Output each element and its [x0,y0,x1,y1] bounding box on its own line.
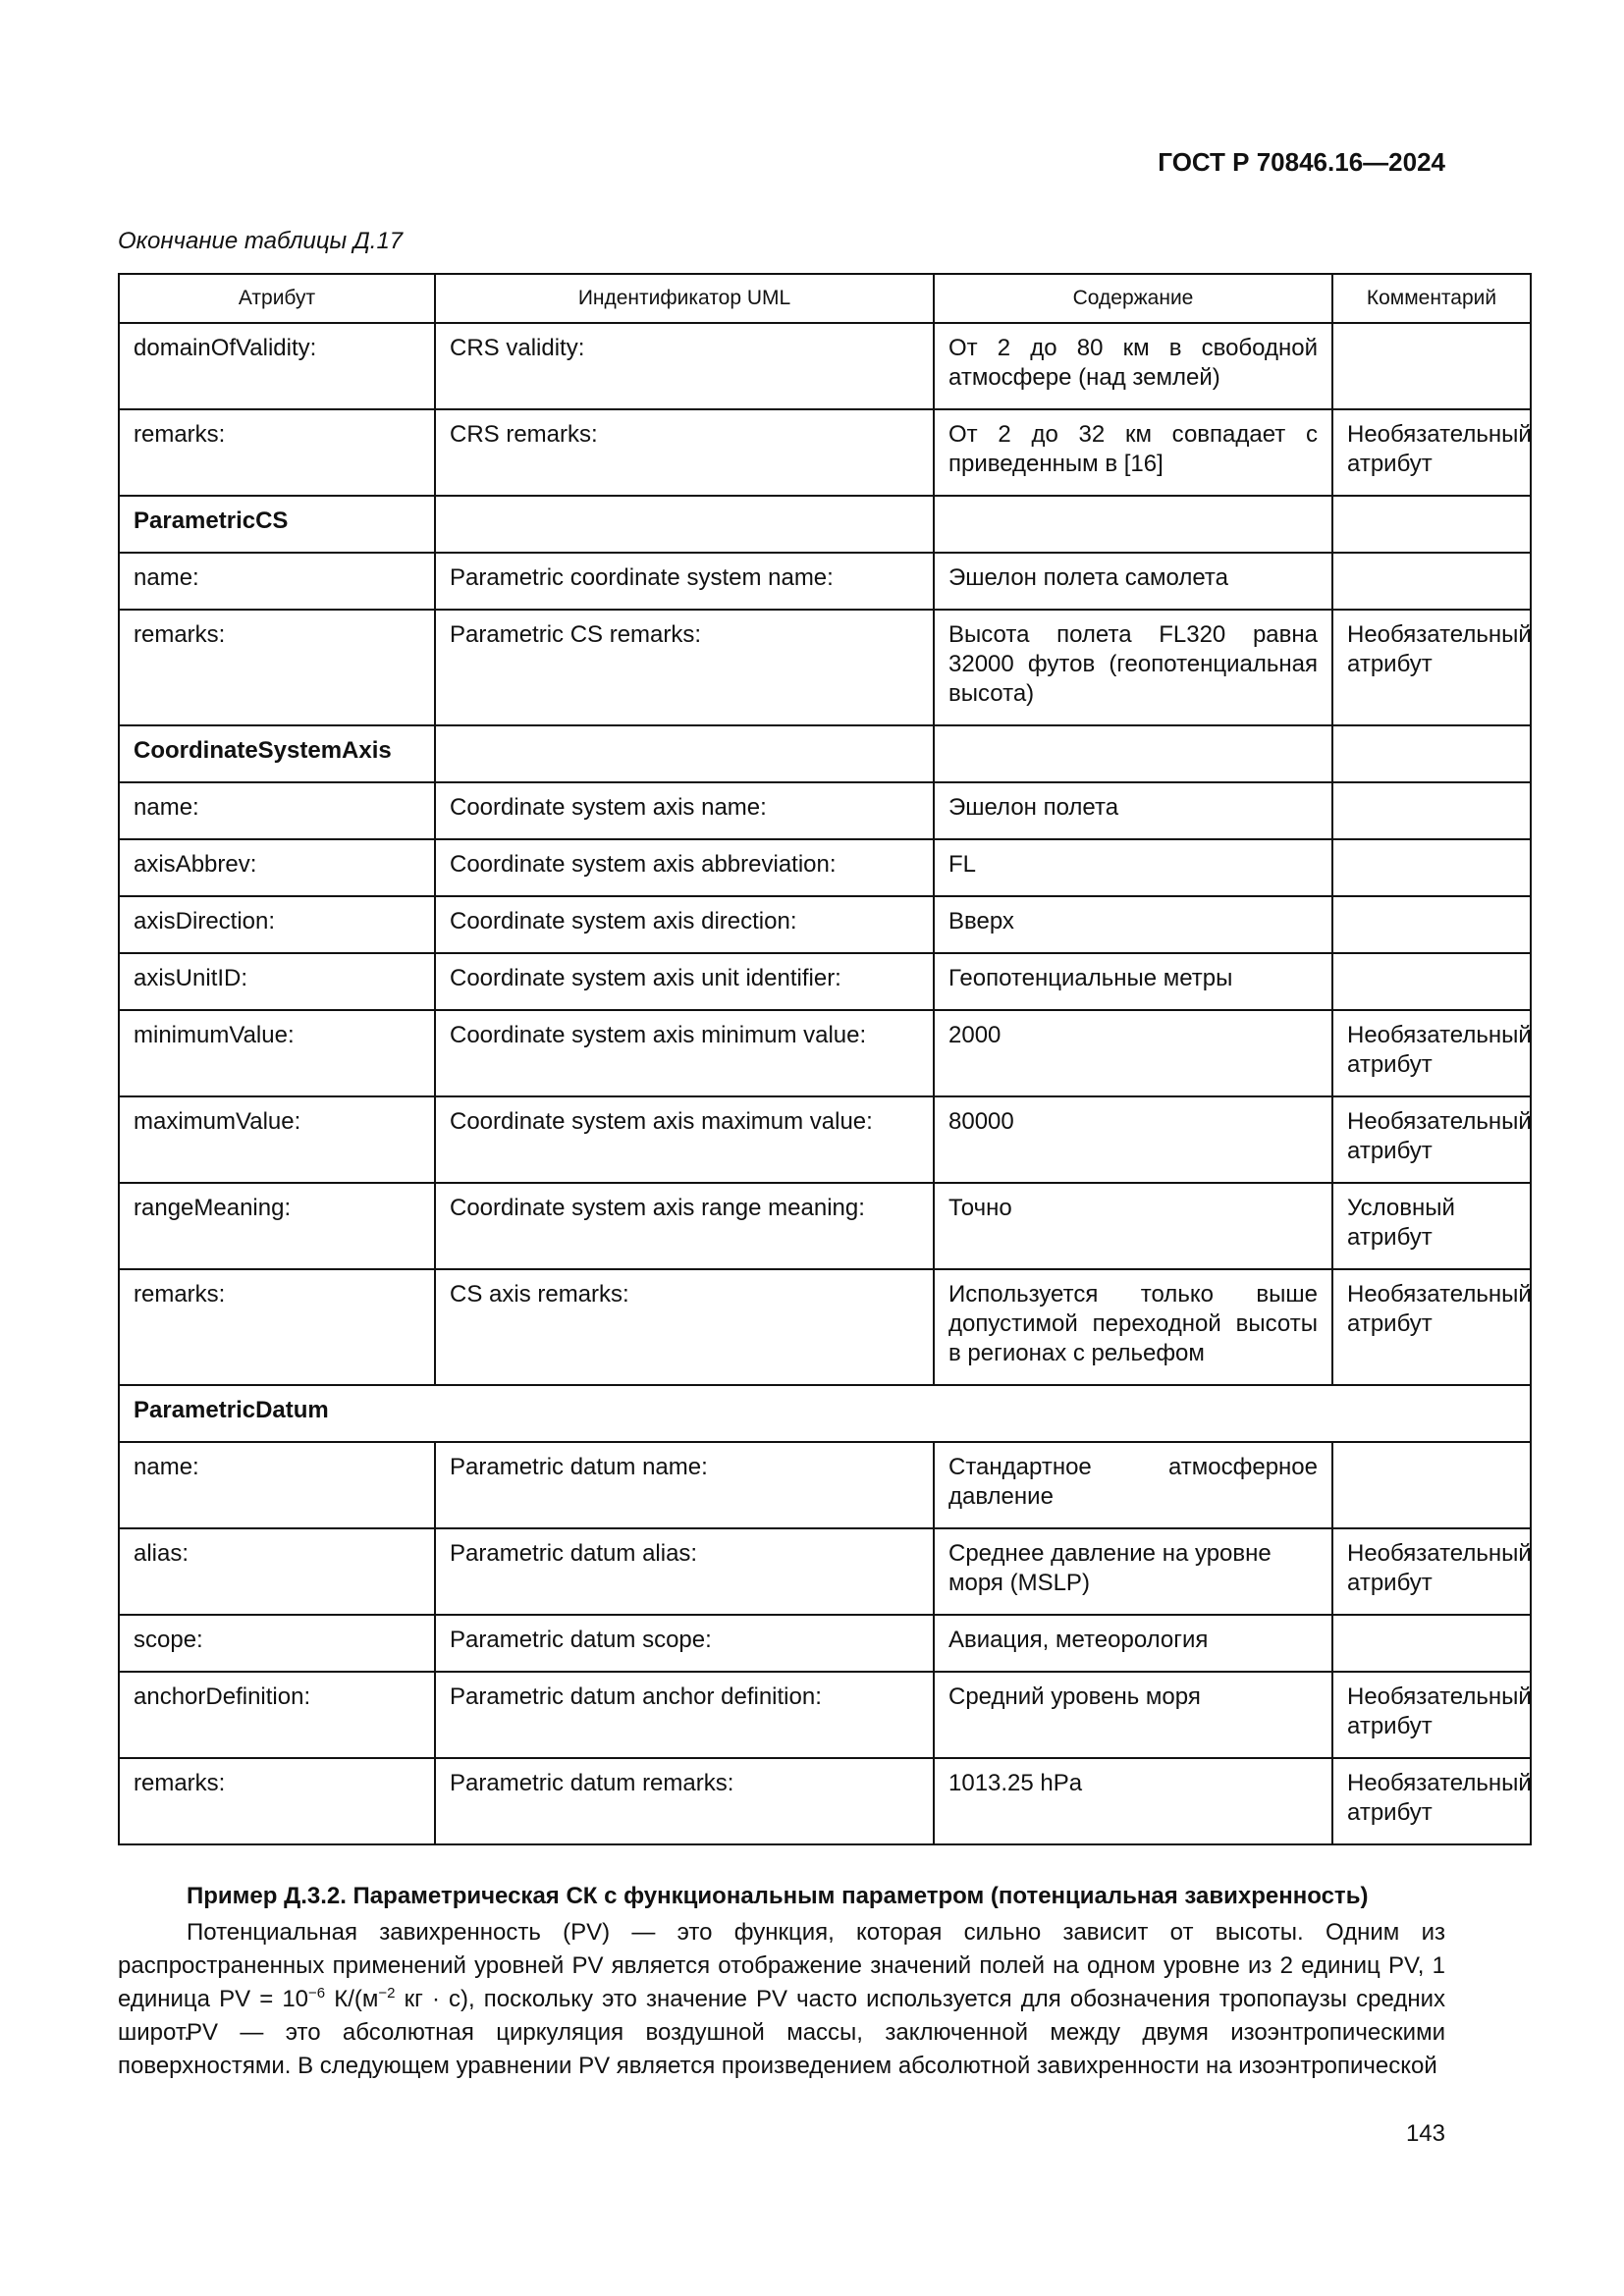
attribute-cell: maximumValue: [119,1096,435,1183]
comment-cell [1332,725,1531,782]
uml-cell: Coordinate system axis direction: [435,896,934,953]
table-row [119,1183,1531,1269]
comment-cell: Необязательный атрибут [1332,610,1531,725]
document-code: ГОСТ Р 70846.16—2024 [1158,147,1445,177]
table-row [119,323,1531,409]
comment-cell [1332,553,1531,610]
table-row [119,896,1531,953]
content-cell: FL [934,839,1332,896]
table-row [119,953,1531,1010]
content-cell: От 2 до 80 км в свободной атмосфере (над землей) [934,323,1332,409]
column-header-attribute: Атрибут [119,274,435,323]
attribute-cell: minimumValue: [119,1010,435,1096]
paragraph-text: Потенциальная завихренность (PV) — это функция, которая сильно зависит от высоты. Одним из распространенных применений уровней PV является отображение значений полей на одном уровне из 2 единиц PV, 1 единица PV = 10 [118,1919,1445,2012]
table-row [119,1528,1531,1615]
comment-cell [1332,323,1531,409]
comment-cell [1332,496,1531,553]
attribute-cell: domainOfValidity: [119,323,435,409]
uml-cell [435,496,934,553]
attribute-cell: remarks: [119,1269,435,1385]
comment-cell: Необязательный атрибут [1332,1528,1531,1615]
uml-cell: Parametric datum scope: [435,1615,934,1672]
table-row [119,409,1531,496]
uml-cell: CS axis remarks: [435,1269,934,1385]
content-cell: Геопотенциальные метры [934,953,1332,1010]
column-header-comment: Комментарий [1332,274,1531,323]
attribute-cell: rangeMeaning: [119,1183,435,1269]
table-row [119,782,1531,839]
paragraph-text: PV — это абсолютная циркуляция воздушной массы, заключенной между двумя изоэнтропическими поверхностями. В следующем уравнении PV является произведением абсолютной завихренности на изоэнтропической [118,2019,1445,2079]
attribute-cell: remarks: [119,1758,435,1844]
content-cell: Средний уровень моря [934,1672,1332,1758]
uml-cell: Parametric datum remarks: [435,1758,934,1844]
attribute-table [118,273,1532,1845]
paragraph-text: К/(м [325,1986,379,2012]
content-cell: Высота полета FL320 равна 32000 футов (геопотенциальная высота) [934,610,1332,725]
comment-cell: Необязательный атрибут [1332,1096,1531,1183]
paragraph-pv-definition [118,2016,1445,2083]
content-cell: 1013.25 hPa [934,1758,1332,1844]
table-row [119,1096,1531,1183]
attribute-cell: name: [119,553,435,610]
attribute-cell: anchorDefinition: [119,1672,435,1758]
content-cell: Используется только выше допустимой переходной высоты в регионах с рельефом [934,1269,1332,1385]
uml-cell: Coordinate system axis range meaning: [435,1183,934,1269]
uml-cell: CRS validity: [435,323,934,409]
content-cell: От 2 до 32 км совпадает с приведенным в [16] [934,409,1332,496]
section-row [119,496,1531,553]
comment-cell [1332,953,1531,1010]
content-cell: Стандартное атмосферное давление [934,1442,1332,1528]
content-cell: 80000 [934,1096,1332,1183]
comment-cell [1332,1442,1531,1528]
table-row [119,610,1531,725]
comment-cell [1332,782,1531,839]
example-heading: Пример Д.3.2. Параметрическая СК с функциональным параметром (потенциальная завихренность) [187,1883,1369,1909]
section-title: ParametricCS [119,496,435,553]
attribute-cell: name: [119,782,435,839]
uml-cell: Coordinate system axis minimum value: [435,1010,934,1096]
uml-cell: Coordinate system axis abbreviation: [435,839,934,896]
attribute-cell: remarks: [119,409,435,496]
uml-cell: CRS remarks: [435,409,934,496]
content-cell: Авиация, метеорология [934,1615,1332,1672]
content-cell [934,725,1332,782]
content-cell: Среднее давление на уровне моря (MSLP) [934,1528,1332,1615]
section-title: ParametricDatum [119,1385,1531,1442]
content-cell: 2000 [934,1010,1332,1096]
attribute-cell: alias: [119,1528,435,1615]
comment-cell: Необязательный атрибут [1332,1758,1531,1844]
section-row [119,1385,1531,1442]
attribute-cell: axisDirection: [119,896,435,953]
table-row [119,1269,1531,1385]
uml-cell: Coordinate system axis maximum value: [435,1096,934,1183]
attribute-cell: scope: [119,1615,435,1672]
comment-cell: Условный атрибут [1332,1183,1531,1269]
table-row [119,1615,1531,1672]
uml-cell: Parametric coordinate system name: [435,553,934,610]
comment-cell: Необязательный атрибут [1332,1010,1531,1096]
uml-cell [435,725,934,782]
content-cell [934,496,1332,553]
comment-cell [1332,1615,1531,1672]
column-header-content: Содержание [934,274,1332,323]
uml-cell: Parametric CS remarks: [435,610,934,725]
table-caption: Окончание таблицы Д.17 [118,228,404,254]
section-title: CoordinateSystemAxis [119,725,435,782]
uml-cell: Parametric datum anchor definition: [435,1672,934,1758]
table-header-row [119,274,1531,323]
comment-cell: Необязательный атрибут [1332,409,1531,496]
table-row [119,1672,1531,1758]
uml-cell: Parametric datum name: [435,1442,934,1528]
content-cell: Вверх [934,896,1332,953]
superscript: −6 [308,1985,326,2002]
content-cell: Эшелон полета [934,782,1332,839]
paragraph-text: кг · с), поскольку это значение PV часто используется для обозначения тропопаузы средних широт. [118,1986,1445,2046]
table-row [119,1010,1531,1096]
table-row [119,1442,1531,1528]
page-number: 143 [1405,2120,1445,2147]
comment-cell [1332,896,1531,953]
column-header-uml-identifier: Индентификатор UML [435,274,934,323]
table-row [119,1758,1531,1844]
content-cell: Точно [934,1183,1332,1269]
table-row [119,839,1531,896]
comment-cell: Необязательный атрибут [1332,1672,1531,1758]
section-row [119,725,1531,782]
attribute-cell: name: [119,1442,435,1528]
attribute-cell: axisUnitID: [119,953,435,1010]
attribute-cell: remarks: [119,610,435,725]
content-cell: Эшелон полета самолета [934,553,1332,610]
uml-cell: Coordinate system axis unit identifier: [435,953,934,1010]
comment-cell [1332,839,1531,896]
table-row [119,553,1531,610]
superscript: −2 [378,1985,396,2002]
uml-cell: Parametric datum alias: [435,1528,934,1615]
uml-cell: Coordinate system axis name: [435,782,934,839]
comment-cell: Необязательный атрибут [1332,1269,1531,1385]
attribute-cell: axisAbbrev: [119,839,435,896]
